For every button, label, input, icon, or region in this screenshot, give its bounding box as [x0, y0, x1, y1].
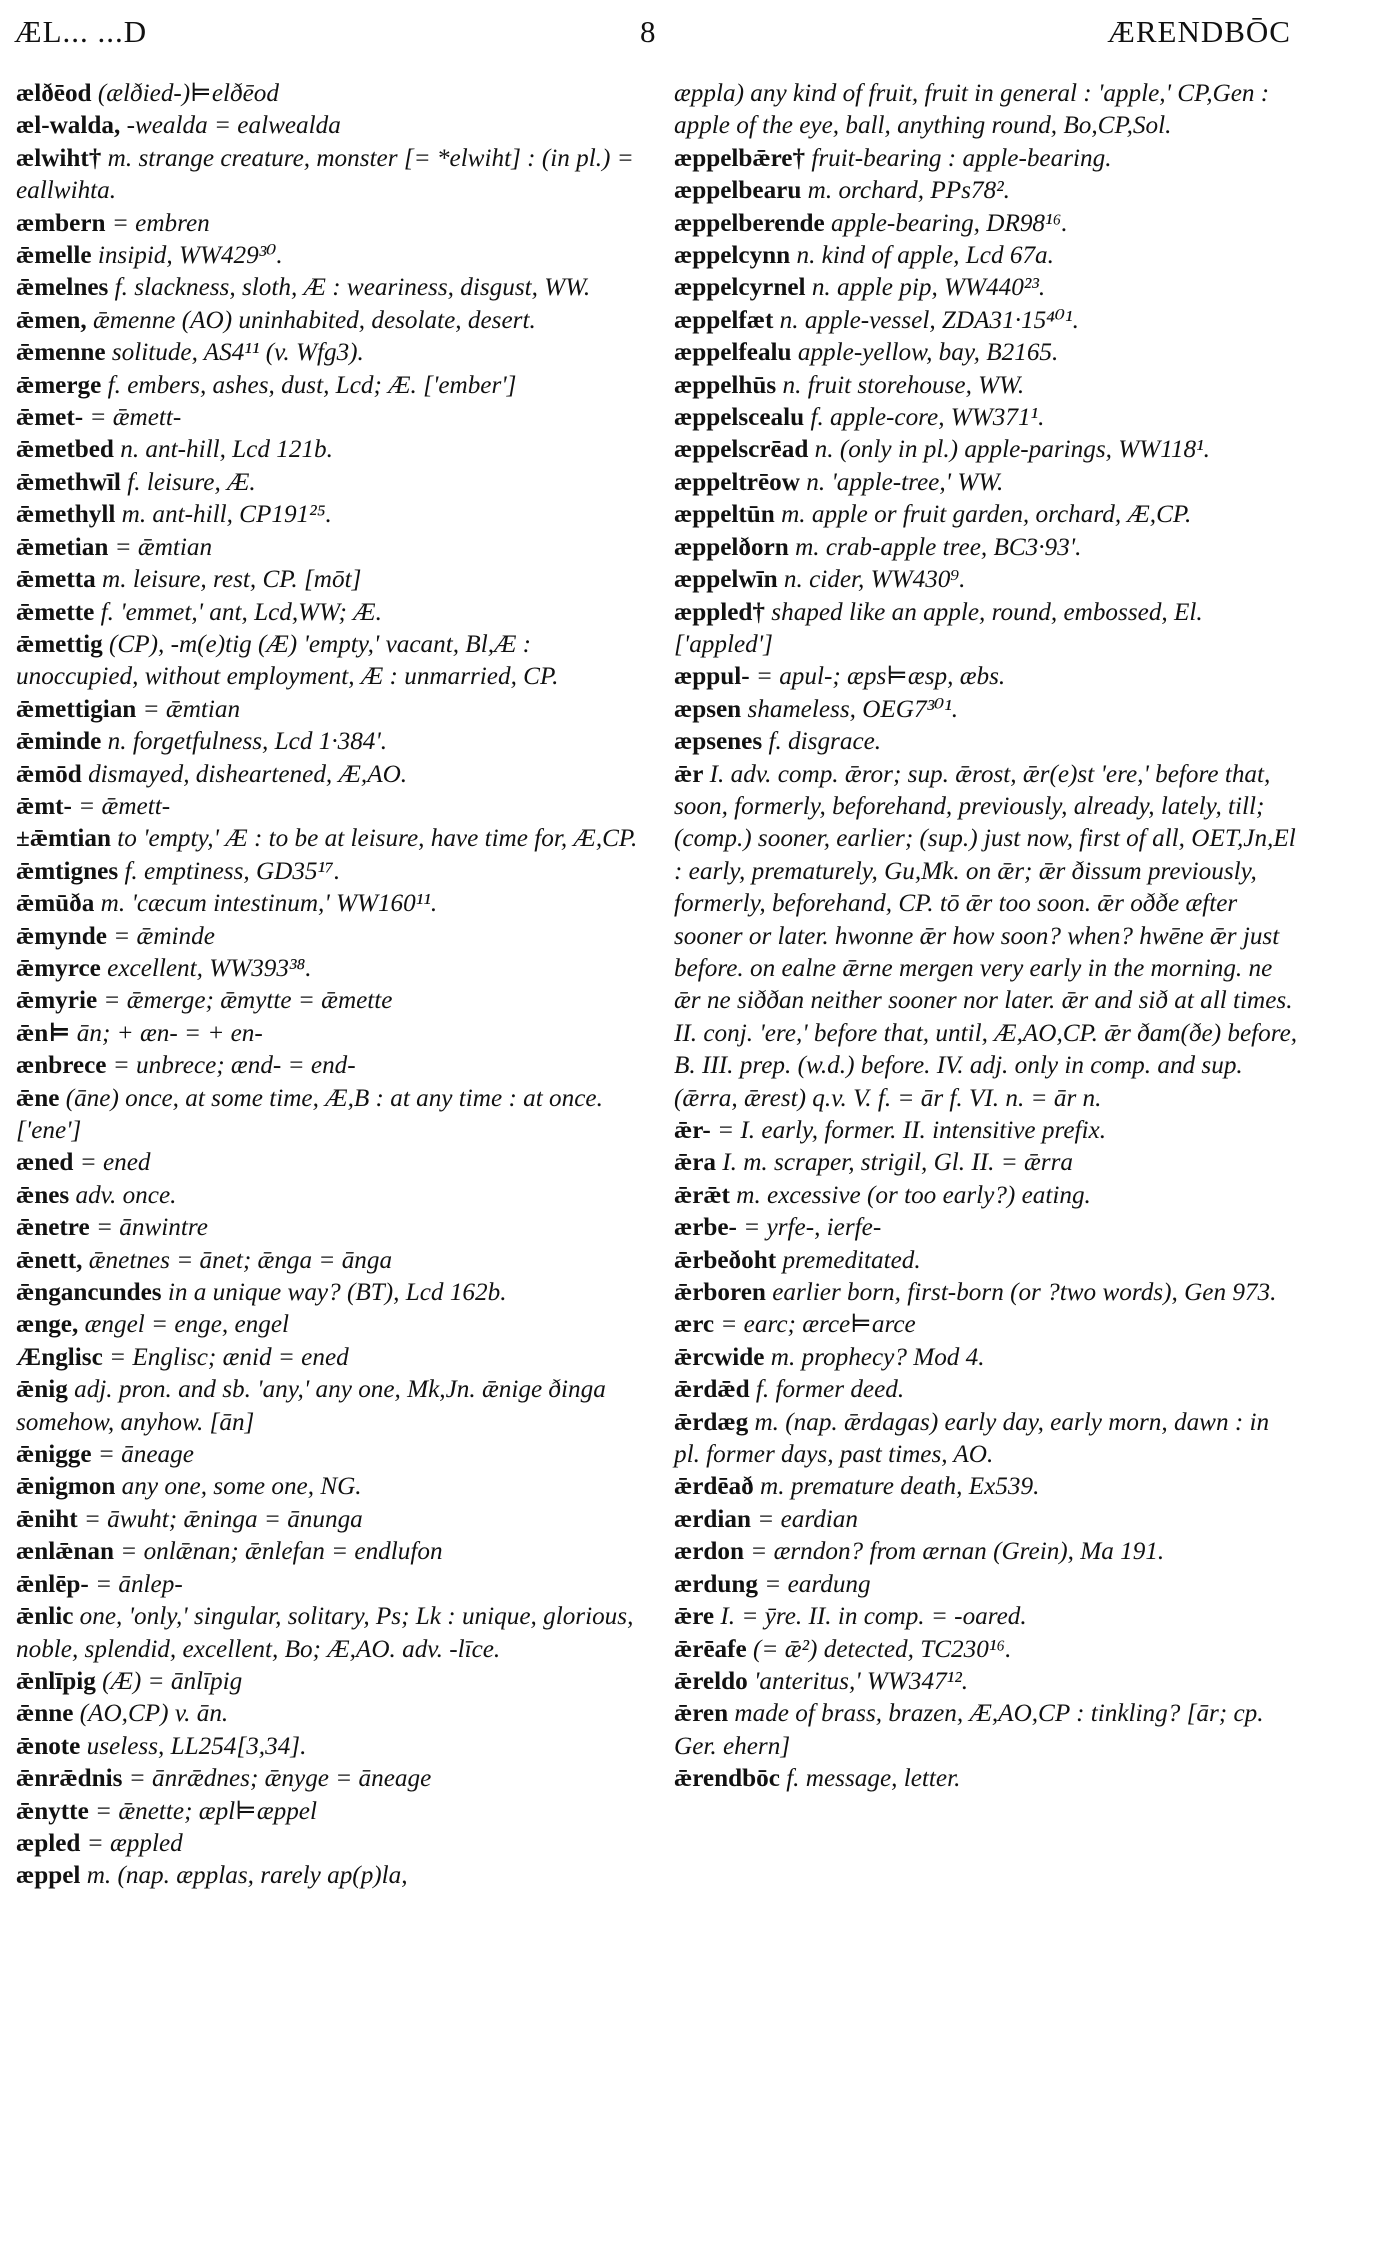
entry-definition: = ǣmerge; ǣmytte = ǣmette: [103, 987, 393, 1015]
entry-definition: (= ǣ²) detected, TC230¹⁶.: [753, 1635, 1012, 1663]
entry-headword: ǣnig: [16, 1376, 68, 1404]
dictionary-entry: [16, 1601, 642, 1666]
dictionary-entry: [674, 1342, 1300, 1374]
dictionary-entry: [16, 597, 642, 629]
entry-definition: = ǣnette; æpl⊨æppel: [95, 1797, 317, 1825]
entry-headword: æppelhūs: [674, 371, 777, 399]
entry-definition: shaped like an apple, round, embossed, El. ['appled']: [674, 598, 1203, 658]
dictionary-entry: [674, 175, 1300, 207]
entry-headword: ǣrboren: [674, 1279, 766, 1307]
entry-definition: = ǣmtian: [114, 533, 213, 561]
entry-headword: ærdon: [674, 1538, 744, 1566]
entry-headword: ǣrēafe: [674, 1635, 747, 1663]
entry-definition: ān; + æn- = + en-: [76, 1019, 263, 1047]
dictionary-entry: [16, 1666, 642, 1698]
entry-headword: ǣnigmon: [16, 1473, 116, 1501]
dictionary-entry: [16, 467, 642, 499]
entry-headword: æppelcyrnel: [674, 274, 806, 302]
dictionary-entry: [16, 888, 642, 920]
dictionary-entry: [16, 1083, 642, 1148]
entry-definition: apple-bearing, DR98¹⁶.: [830, 209, 1068, 237]
dictionary-entry: [16, 240, 642, 272]
dictionary-entry: [674, 694, 1300, 726]
right-column: [674, 78, 1300, 1796]
dictionary-entry: [674, 597, 1300, 662]
entry-definition: dismayed, disheartened, Æ,AO.: [88, 760, 408, 788]
dictionary-entry: [16, 1277, 642, 1309]
dictionary-entry: [16, 726, 642, 758]
entry-headword: ǣnes: [16, 1181, 70, 1209]
dictionary-entry: [16, 1212, 642, 1244]
dictionary-entry: [16, 1018, 642, 1050]
dictionary-entry: [16, 1731, 642, 1763]
dictionary-entry: [16, 110, 642, 142]
dictionary-entry: [16, 1471, 642, 1503]
dictionary-entry: [16, 629, 642, 694]
entry-definition: = ened: [79, 1149, 151, 1177]
dictionary-entry: [674, 1666, 1300, 1698]
entry-headword: æppeltūn: [674, 501, 775, 529]
dictionary-entry: [16, 1504, 642, 1536]
entry-definition: = unbrece; ænd- = end-: [112, 1052, 356, 1080]
entry-definition: = ærndon? from ærnan (Grein), Ma 191.: [750, 1538, 1165, 1566]
entry-headword: ǣnlic: [16, 1603, 74, 1631]
entry-headword: æppelscealu: [674, 404, 805, 432]
running-head-right: ÆRENDBŌC: [1107, 14, 1291, 49]
entry-definition: n. (only in pl.) apple-parings, WW118¹.: [814, 436, 1210, 464]
dictionary-entry: [16, 759, 642, 791]
entry-definition: = eardung: [764, 1570, 871, 1598]
entry-definition: any one, some one, NG.: [121, 1473, 362, 1501]
entry-definition: = ānlep-: [95, 1570, 183, 1598]
entry-headword: ærdian: [674, 1505, 751, 1533]
dictionary-entry: [674, 499, 1300, 531]
entry-definition: = Englisc; ænid = ened: [109, 1343, 349, 1371]
dictionary-entry: [16, 1245, 642, 1277]
entry-definition: m. prophecy? Mod 4.: [770, 1343, 985, 1371]
dictionary-entry: [16, 143, 642, 208]
dictionary-entry: [16, 791, 642, 823]
entry-headword: æl-walda,: [16, 112, 121, 140]
entry-headword: ærdung: [674, 1570, 758, 1598]
dictionary-entry: [674, 434, 1300, 466]
dictionary-entry: [16, 1147, 642, 1179]
dictionary-entry: [674, 1569, 1300, 1601]
entry-headword: ǣmelle: [16, 242, 92, 270]
entry-definition: æppla) any kind of fruit, fruit in general : 'apple,' CP,Gen : apple of the eye, ball, anything round, Bo,CP,Sol.: [674, 80, 1270, 140]
entry-headword: æppelfæt: [674, 306, 774, 334]
entry-definition: = ānwintre: [95, 1214, 208, 1242]
entry-definition: f. apple-core, WW371¹.: [810, 404, 1045, 432]
entry-definition: m. leisure, rest, CP. [mōt]: [102, 566, 362, 594]
running-head-left: ÆL... ...D: [14, 14, 148, 49]
dictionary-entry: [16, 1828, 642, 1860]
entry-definition: m. (nap. æpplas, rarely ap(p)la,: [86, 1862, 408, 1890]
dictionary-entry: [674, 1634, 1300, 1666]
dictionary-entry: [16, 1569, 642, 1601]
dictionary-entry: [16, 856, 642, 888]
dictionary-entry: [674, 1309, 1300, 1341]
dictionary-entry: [674, 208, 1300, 240]
entry-definition: = āwuht; ǣninga = ānunga: [83, 1505, 363, 1533]
dictionary-entry: [674, 1601, 1300, 1633]
entry-definition: f. slackness, sloth, Æ : weariness, disgust, WW.: [114, 274, 591, 302]
entry-headword: ǣnote: [16, 1732, 81, 1760]
entry-definition: f. leisure, Æ.: [127, 468, 256, 496]
entry-headword: æppelðorn: [674, 533, 789, 561]
entry-headword: æppel: [16, 1862, 81, 1890]
entry-headword: ænlǣnan: [16, 1538, 114, 1566]
dictionary-entry: [674, 402, 1300, 434]
entry-definition: I. adv. comp. ǣror; sup. ǣrost, ǣr(e)st 'ere,' before that, soon, formerly, beforehand, previously, already, lately, till; (comp.) sooner, earlier; (sup.) just now, first of all, OET,Jn,El : early, prematurely, Gu,Mk. on ǣr; ǣr ðissum previously, formerly, beforehand, CP. tō ǣr too soon. ǣr oððe æfter sooner or later. hwonne ǣr how soon? when? hwēne ǣr just before. on ealne ǣrne mergen very early in the morning. ne ǣr ne siððan neither sooner nor later. ǣr and sið at all times. II. conj. 'ere,' before that, until, Æ,AO,CP. ǣr ðam(ðe) before, B. III. prep. (w.d.) before. IV. adj. only in comp. and sup. (ǣrra, ǣrest) q.v. V. f. = ār f. VI. n. = ār n.: [674, 760, 1298, 1112]
entry-definition: earlier born, first-born (or ?two words), Gen 973.: [772, 1279, 1277, 1307]
entry-definition: fruit-bearing : apple-bearing.: [811, 144, 1112, 172]
entry-headword: ±ǣmtian: [16, 825, 111, 853]
entry-headword: ǣmelnes: [16, 274, 109, 302]
entry-headword: ǣnlīpig: [16, 1667, 96, 1695]
entry-headword: ǣnlēp-: [16, 1570, 89, 1598]
page-header: [0, 8, 1379, 58]
dictionary-entry: [16, 1763, 642, 1795]
entry-definition: ængel = enge, engel: [84, 1311, 290, 1339]
entry-headword: ǣmet-: [16, 404, 84, 432]
entry-definition: excellent, WW393³⁸.: [107, 954, 312, 982]
entry-definition: n. kind of apple, Lcd 67a.: [796, 242, 1054, 270]
dictionary-entry: [16, 434, 642, 466]
entry-headword: ǣmetian: [16, 533, 109, 561]
entry-definition: n. 'apple-tree,' WW.: [806, 468, 1004, 496]
entry-definition: n. forgetfulness, Lcd 1·384'.: [107, 728, 388, 756]
dictionary-entry: [16, 953, 642, 985]
entry-headword: ǣniht: [16, 1505, 78, 1533]
entry-definition: f. disgrace.: [768, 728, 882, 756]
entry-headword: ǣne: [16, 1084, 60, 1112]
dictionary-entry: [16, 1439, 642, 1471]
dictionary-entry: [16, 499, 642, 531]
entry-definition: I. m. scraper, strigil, Gl. II. = ǣrra: [722, 1149, 1074, 1177]
entry-definition: n. ant-hill, Lcd 121b.: [120, 436, 333, 464]
dictionary-entry: [674, 564, 1300, 596]
entry-definition: = embren: [111, 209, 210, 237]
dictionary-entry: [16, 1050, 642, 1082]
dictionary-entry: [16, 305, 642, 337]
entry-headword: ǣmethwīl: [16, 468, 121, 496]
dictionary-entry: [16, 402, 642, 434]
dictionary-entry: [16, 823, 642, 855]
dictionary-entry: [674, 1245, 1300, 1277]
entry-definition: = eardian: [757, 1505, 858, 1533]
entry-definition: 'anteritus,' WW347¹².: [754, 1667, 969, 1695]
entry-headword: ǣren: [674, 1700, 729, 1728]
entry-headword: ælðēod: [16, 80, 92, 107]
entry-definition: m. 'cæcum intestinum,' WW160¹¹.: [100, 890, 438, 918]
entry-headword: ærc: [674, 1311, 715, 1339]
entry-definition: = ǣminde: [113, 922, 215, 950]
entry-definition: = ānrǣdnes; ǣnyge = āneage: [128, 1765, 432, 1793]
entry-headword: ǣre: [674, 1603, 715, 1631]
entry-definition: = ǣmett-: [89, 404, 182, 432]
dictionary-entry: [674, 370, 1300, 402]
entry-definition: (āne) once, at some time, Æ,B : at any time : at once. ['ene']: [16, 1084, 603, 1144]
entry-headword: ǣnigge: [16, 1441, 92, 1469]
entry-definition: premeditated.: [782, 1246, 921, 1274]
dictionary-entry: [16, 1309, 642, 1341]
dictionary-entry: [674, 1180, 1300, 1212]
entry-headword: æppelwīn: [674, 566, 778, 594]
entry-definition: m. premature death, Ex539.: [760, 1473, 1040, 1501]
entry-headword: ǣrcwide: [674, 1343, 765, 1371]
dictionary-entry: [674, 661, 1300, 693]
entry-headword: æned: [16, 1149, 74, 1177]
dictionary-entry: [16, 1698, 642, 1730]
dictionary-entry: [674, 1471, 1300, 1503]
entry-definition: useless, LL254[3,34].: [86, 1732, 307, 1760]
dictionary-entry: [674, 240, 1300, 272]
entry-headword: æpled: [16, 1829, 81, 1857]
dictionary-entry: [16, 1374, 642, 1439]
entry-definition: (CP), -m(e)tig (Æ) 'empty,' vacant, Bl,Æ : unoccupied, without employment, Æ : unmarried, CP.: [16, 630, 559, 691]
entry-headword: ænge,: [16, 1311, 79, 1339]
dictionary-entry: [674, 1212, 1300, 1244]
entry-definition: adj. pron. and sb. 'any,' any one, Mk,Jn. ǣnige ðinga somehow, anyhow. [ān]: [16, 1376, 606, 1436]
dictionary-entry: [16, 1342, 642, 1374]
entry-headword: ǣmōd: [16, 760, 82, 788]
entry-definition: one, 'only,' singular, solitary, Ps; Lk : unique, glorious, noble, splendid, excellent, Bo; Æ,AO. adv. -līce.: [16, 1603, 634, 1663]
entry-definition: apple-yellow, bay, B2165.: [797, 339, 1059, 367]
entry-headword: ǣrdǣd: [674, 1376, 750, 1404]
entry-definition: shameless, OEG7³⁰¹.: [747, 695, 959, 723]
dictionary-entry: [674, 1374, 1300, 1406]
dictionary-entry: [16, 1796, 642, 1828]
dictionary-entry: [674, 272, 1300, 304]
entry-headword: ǣreldo: [674, 1667, 748, 1695]
entry-headword: ǣmette: [16, 598, 95, 626]
entry-definition: m. excessive (or too early?) eating.: [736, 1181, 1091, 1209]
dictionary-entry: [674, 1407, 1300, 1472]
entry-headword: ǣnne: [16, 1700, 74, 1728]
entry-headword: æppelfealu: [674, 339, 792, 367]
entry-headword: ǣmyrce: [16, 954, 101, 982]
entry-headword: ǣminde: [16, 728, 102, 756]
entry-headword: ǣmtignes: [16, 857, 119, 885]
dictionary-entry: [674, 1536, 1300, 1568]
dictionary-entry: [674, 1698, 1300, 1763]
entry-headword: ǣnett,: [16, 1246, 83, 1274]
entry-definition: = I. early, former. II. intensitive prefix.: [717, 1117, 1107, 1144]
entry-definition: I. = ȳre. II. in comp. = -oared.: [720, 1603, 1027, 1631]
entry-headword: æppeltrēow: [674, 468, 800, 496]
entry-definition: = earc; ærce⊨arce: [720, 1311, 916, 1339]
entry-headword: æppelcynn: [674, 242, 791, 270]
entry-headword: æppelscrēad: [674, 436, 809, 464]
entry-headword: ǣnrǣdnis: [16, 1765, 123, 1793]
entry-headword: ǣmettigian: [16, 695, 137, 723]
entry-definition: -wealda = ealwealda: [126, 112, 341, 140]
entry-headword: ǣmenne: [16, 339, 106, 367]
entry-definition: f. 'emmet,' ant, Lcd,WW; Æ.: [100, 598, 382, 626]
entry-definition: (Æ) = ānlīpig: [102, 1667, 243, 1695]
entry-definition: n. apple-vessel, ZDA31·15⁴⁰¹.: [779, 306, 1079, 334]
dictionary-entry: [16, 337, 642, 369]
entry-headword: ænbrece: [16, 1052, 107, 1080]
entry-headword: ǣmethyll: [16, 501, 116, 529]
entry-headword: ǣrǣt: [674, 1181, 730, 1209]
entry-headword: æppelberende: [674, 209, 825, 237]
entry-definition: n. cider, WW430⁹.: [783, 566, 966, 594]
entry-definition: made of brass, brazen, Æ,AO,CP : tinkling? [ār; cp. Ger. ehern]: [674, 1700, 1264, 1760]
entry-headword: æppul-: [674, 663, 750, 691]
entry-definition: f. emptiness, GD35¹⁷.: [124, 857, 341, 885]
entry-definition: f. former deed.: [755, 1376, 905, 1404]
dictionary-entry: [674, 143, 1300, 175]
entry-headword: æppelbearu: [674, 177, 802, 205]
dictionary-entry: [674, 1147, 1300, 1179]
dictionary-entry: [16, 985, 642, 1017]
dictionary-entry: [16, 1536, 642, 1568]
entry-headword: ǣrdēað: [674, 1473, 754, 1501]
entry-definition: m. orchard, PPs78².: [807, 177, 1010, 205]
entry-headword: ǣnetre: [16, 1214, 90, 1242]
entry-headword: ǣr: [674, 760, 704, 788]
entry-headword: æpsenes: [674, 728, 763, 756]
entry-headword: ǣnytte: [16, 1797, 89, 1825]
dictionary-entry: [16, 370, 642, 402]
entry-headword: æmbern: [16, 209, 106, 237]
dictionary-entry: [16, 272, 642, 304]
entry-definition: ǣmenne (AO) uninhabited, desolate, desert.: [92, 306, 536, 334]
entry-headword: ǣmerge: [16, 371, 102, 399]
entry-definition: (AO,CP) v. ān.: [79, 1700, 229, 1728]
entry-definition: = onlǣnan; ǣnlefan = endlufon: [120, 1538, 443, 1566]
entry-definition: = yrfe-, ierfe-: [743, 1214, 882, 1242]
page-number: 8: [640, 14, 656, 49]
entry-headword: ærbe-: [674, 1214, 737, 1242]
entry-headword: ǣra: [674, 1149, 716, 1177]
entry-definition: solitude, AS4¹¹ (v. Wfg3).: [111, 339, 364, 367]
entry-definition: ǣnetnes = ānet; ǣnga = ānga: [88, 1246, 393, 1274]
left-column: [16, 78, 642, 1893]
entry-headword: æppelbǣre†: [674, 144, 806, 172]
dictionary-entry: [674, 467, 1300, 499]
entry-definition: insipid, WW429³⁰.: [97, 242, 283, 270]
entry-definition: = apul-; æps⊨æsp, æbs.: [755, 663, 1006, 691]
dictionary-entry: [16, 532, 642, 564]
dictionary-entry: [674, 1115, 1300, 1147]
entry-headword: æpsen: [674, 695, 742, 723]
entry-headword: ǣmetbed: [16, 436, 114, 464]
dictionary-entry: [16, 564, 642, 596]
dictionary-entry: [16, 921, 642, 953]
entry-headword: ǣn⊨: [16, 1019, 71, 1047]
dictionary-entry: [16, 78, 642, 110]
dictionary-entry: [674, 1277, 1300, 1309]
dictionary-entry: [674, 532, 1300, 564]
dictionary-entry: [16, 208, 642, 240]
dictionary-entry: [674, 759, 1300, 1115]
entry-definition: m. crab-apple tree, BC3·93'.: [795, 533, 1082, 561]
entry-definition: f. message, letter.: [786, 1765, 961, 1793]
entry-headword: ǣmetta: [16, 566, 96, 594]
entry-definition: m. (nap. ǣrdagas) early day, early morn, dawn : in pl. former days, past times, AO.: [674, 1408, 1270, 1469]
entry-headword: ǣngancundes: [16, 1279, 162, 1307]
dictionary-entry: [674, 337, 1300, 369]
entry-headword: ǣrdæg: [674, 1408, 749, 1436]
entry-headword: æppled†: [674, 598, 765, 626]
entry-definition: = ǣmtian: [142, 695, 241, 723]
entry-headword: ǣmūða: [16, 890, 95, 918]
dictionary-entry: [16, 694, 642, 726]
dictionary-entry: [674, 1763, 1300, 1795]
entry-headword: ǣrbeðoht: [674, 1246, 777, 1274]
entry-definition: m. apple or fruit garden, orchard, Æ,CP.: [781, 501, 1192, 529]
entry-headword: ǣmettig: [16, 630, 103, 658]
entry-headword: ælwiht†: [16, 144, 102, 172]
entry-headword: ǣr-: [674, 1117, 711, 1144]
entry-headword: ǣmt-: [16, 792, 72, 820]
entry-definition: n. fruit storehouse, WW.: [782, 371, 1025, 399]
entry-definition: m. strange creature, monster [= *elwiht] : (in pl.) = eallwihta.: [16, 144, 634, 205]
entry-definition: m. ant-hill, CP191²⁵.: [121, 501, 332, 529]
entry-headword: ǣrendbōc: [674, 1765, 780, 1793]
entry-headword: ǣmynde: [16, 922, 107, 950]
dictionary-entry: [16, 1180, 642, 1212]
entry-headword: ǣmen,: [16, 306, 87, 334]
dictionary-entry: [674, 305, 1300, 337]
entry-definition: = æppled: [86, 1829, 183, 1857]
dictionary-entry: [16, 1860, 642, 1892]
dictionary-entry: [674, 78, 1300, 143]
entry-definition: n. apple pip, WW440²³.: [811, 274, 1046, 302]
entry-definition: = ǣmett-: [78, 792, 171, 820]
entry-definition: adv. once.: [75, 1181, 177, 1209]
entry-definition: f. embers, ashes, dust, Lcd; Æ. ['ember']: [107, 371, 517, 399]
entry-definition: = āneage: [97, 1441, 194, 1469]
dictionary-entry: [674, 726, 1300, 758]
dictionary-entry: [674, 1504, 1300, 1536]
entry-definition: to 'empty,' Æ : to be at leisure, have time for, Æ,CP.: [117, 825, 638, 853]
entry-definition: in a unique way? (BT), Lcd 162b.: [167, 1279, 507, 1307]
entry-definition: (ælðied-)⊨elðēod: [97, 80, 279, 107]
entry-headword: Ænglisc: [16, 1343, 103, 1371]
entry-headword: ǣmyrie: [16, 987, 98, 1015]
